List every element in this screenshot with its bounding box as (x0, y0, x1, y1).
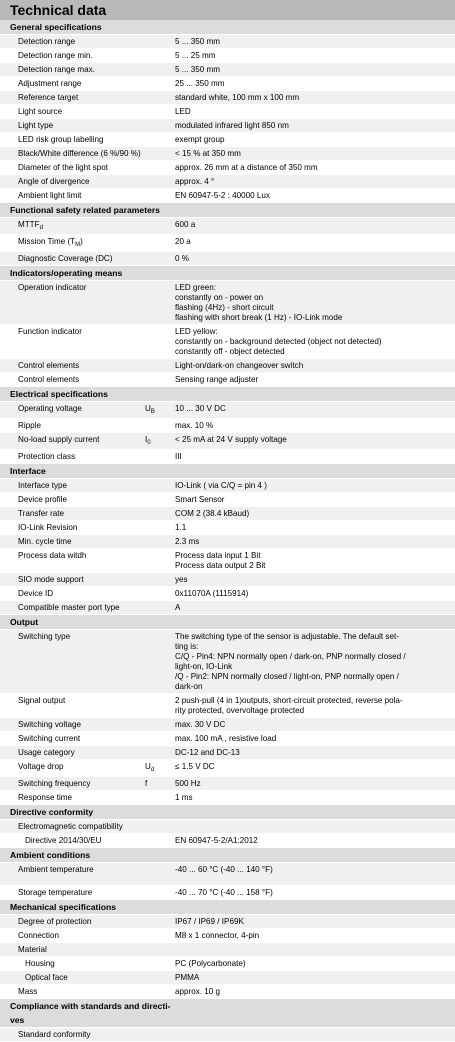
spec-symbol (145, 734, 175, 744)
spec-row (0, 915, 455, 929)
spec-row (0, 281, 455, 325)
spec-label: Diagnostic Coverage (DC) (18, 254, 113, 263)
spec-row (0, 325, 455, 359)
spec-label: Switching type (18, 632, 71, 641)
spec-symbol (145, 107, 175, 117)
spec-label: Switching voltage (18, 720, 81, 729)
spec-symbol (145, 51, 175, 61)
spec-row (0, 235, 455, 252)
spec-value: 0 % (175, 254, 189, 263)
spec-symbol (145, 65, 175, 75)
spec-symbol (145, 537, 175, 547)
spec-value: Light-on/dark-on changeover switch (175, 361, 304, 370)
spec-value: 0x11070A (1115914) (175, 589, 249, 598)
section-header-general: General specifications (0, 20, 455, 35)
spec-symbol (145, 793, 175, 803)
spec-row (0, 147, 455, 161)
spec-symbol (145, 931, 175, 941)
spec-value: 600 a (175, 220, 196, 229)
spec-symbol (145, 632, 175, 692)
spec-symbol (145, 509, 175, 519)
spec-symbol (145, 237, 175, 250)
spec-symbol (145, 37, 175, 47)
spec-value: 1 ms (175, 793, 193, 802)
spec-row (0, 886, 455, 900)
spec-value: PMMA (175, 973, 200, 982)
spec-label: Detection range min. (18, 51, 93, 60)
spec-label: Standard conformity (18, 1030, 91, 1039)
spec-label: SIO mode support (18, 575, 84, 584)
section-header-directive: Directive conformity (0, 805, 455, 820)
spec-value: 1.1 (175, 523, 187, 532)
spec-symbol: $I_0$ (145, 435, 151, 446)
spec-row (0, 133, 455, 147)
spec-symbol (145, 987, 175, 997)
spec-symbol (145, 327, 175, 357)
spec-value: EN 60947-5-2 : 40000 Lux (175, 191, 270, 200)
spec-label: Diameter of the light spot (18, 163, 108, 172)
spec-symbol (145, 149, 175, 159)
spec-symbol (145, 836, 175, 846)
spec-symbol (145, 283, 175, 323)
spec-row (0, 419, 455, 433)
spec-value: 5 ... 350 mm (175, 37, 220, 46)
spec-row (0, 777, 455, 791)
spec-symbol (145, 523, 175, 533)
section-header-indicators: Indicators/operating means (0, 266, 455, 281)
spec-label: Ambient light limit (18, 191, 82, 200)
section-header-compliance: Compliance with standards and directi- ves (0, 999, 455, 1028)
spec-row (0, 105, 455, 119)
spec-symbol (145, 696, 175, 716)
spec-symbol (145, 575, 175, 585)
spec-row (0, 573, 455, 587)
spec-symbol (145, 220, 175, 233)
spec-label: Mission Time $(T_M)$ (18, 237, 83, 248)
spec-label: Black/White difference (6 %/90 %) (18, 149, 141, 158)
spec-row (0, 479, 455, 493)
spec-label: Connection (18, 931, 59, 940)
spec-value: 2 push-pull (4 in 1)outputs, short-circuit protected, reverse pola- rity protected, overvoltage protected (175, 696, 403, 715)
spec-label: Adjustment range (18, 79, 82, 88)
spec-value: -40 ... 70 °C (-40 ... 158 °F) (175, 888, 273, 897)
spec-label: IO-Link Revision (18, 523, 78, 532)
spec-value: 20 a (175, 237, 191, 246)
spec-symbol (145, 865, 175, 875)
spec-value: < 15 % at 350 mm (175, 149, 241, 158)
section-header-interface: Interface (0, 464, 455, 479)
spec-symbol (145, 361, 175, 371)
spec-symbol (145, 79, 175, 89)
section-header-output: Output (0, 615, 455, 630)
spec-value: max. 100 mA , resistive load (175, 734, 277, 743)
spec-row (0, 189, 455, 203)
spec-symbol (145, 121, 175, 131)
spec-table (0, 20, 455, 1042)
spec-row (0, 119, 455, 133)
spec-label: Detection range (18, 37, 76, 46)
spec-row (0, 943, 455, 957)
spec-label: Device profile (18, 495, 68, 504)
spec-label: $MTTF_d$ (18, 220, 43, 231)
spec-symbol: $U_d$ (145, 762, 155, 773)
spec-label: Ambient temperature (18, 865, 94, 874)
spec-row (0, 863, 455, 886)
spec-value: exempt group (175, 135, 225, 144)
spec-value: approx. 26 mm at a distance of 350 mm (175, 163, 318, 172)
spec-row (0, 77, 455, 91)
spec-row (0, 450, 455, 464)
spec-label: Protection class (18, 452, 76, 461)
spec-symbol (145, 452, 175, 462)
spec-symbol (145, 748, 175, 758)
spec-label: Voltage drop (18, 762, 64, 771)
spec-row (0, 820, 455, 834)
spec-row (0, 35, 455, 49)
spec-label: Reference target (18, 93, 79, 102)
spec-label: Control elements (18, 375, 80, 384)
spec-label: Ripple (18, 421, 41, 430)
spec-symbol (145, 888, 175, 898)
spec-symbol (145, 973, 175, 983)
spec-row (0, 359, 455, 373)
spec-value: yes (175, 575, 188, 584)
spec-symbol (145, 1030, 175, 1040)
spec-label: Light source (18, 107, 63, 116)
spec-row (0, 161, 455, 175)
spec-value: approx. 4 ° (175, 177, 215, 186)
spec-value: max. 30 V DC (175, 720, 226, 729)
spec-row (0, 507, 455, 521)
spec-symbol (145, 959, 175, 969)
spec-label: LED risk group labelling (18, 135, 104, 144)
spec-row (0, 549, 455, 573)
spec-value: -40 ... 60 °C (-40 ... 140 °F) (175, 865, 273, 874)
spec-value: IP67 / IP69 / IP69K (175, 917, 244, 926)
spec-label: Switching current (18, 734, 81, 743)
spec-row (0, 718, 455, 732)
spec-symbol (145, 177, 175, 187)
spec-symbol: $U_B$ (145, 404, 155, 415)
spec-row (0, 929, 455, 943)
spec-symbol (145, 135, 175, 145)
spec-row (0, 971, 455, 985)
spec-label: Control elements (18, 361, 80, 370)
section-header-ambient: Ambient conditions (0, 848, 455, 863)
spec-value: 5 ... 350 mm (175, 65, 220, 74)
spec-row (0, 493, 455, 507)
spec-row (0, 746, 455, 760)
spec-symbol (145, 822, 175, 832)
spec-label: Switching frequency (18, 779, 91, 788)
spec-symbol (145, 945, 175, 955)
spec-label: No-load supply current (18, 435, 100, 444)
spec-label: Detection range max. (18, 65, 95, 74)
spec-label: Directive 2014/30/EU (25, 836, 102, 845)
spec-row (0, 587, 455, 601)
spec-symbol (145, 603, 175, 613)
spec-symbol: f (145, 779, 148, 788)
spec-row (0, 791, 455, 805)
spec-label: Electromagnetic compatibility (18, 822, 123, 831)
section-header-electrical: Electrical specifications (0, 387, 455, 402)
spec-value: Smart Sensor (175, 495, 225, 504)
spec-value: standard white, 100 mm x 100 mm (175, 93, 300, 102)
spec-symbol (145, 481, 175, 491)
spec-value: 2.3 ms (175, 537, 200, 546)
spec-row (0, 601, 455, 615)
spec-value: M8 x 1 connector, 4-pin (175, 931, 260, 940)
spec-value: The switching type of the sensor is adjustable. The default set- ting is: C/Q - Pin4: NPN normally open / dark-on, PNP normally closed / light-on, IO-Link /Q - Pin2: NPN normally closed / light-on, PNP normally open / dark-on (175, 632, 406, 691)
spec-row (0, 1028, 455, 1042)
spec-value (175, 945, 455, 955)
spec-label: Mass (18, 987, 38, 996)
spec-symbol (145, 191, 175, 201)
spec-row (0, 49, 455, 63)
spec-row (0, 985, 455, 999)
spec-value: ≤ 1.5 V DC (175, 762, 215, 771)
spec-value: 5 ... 25 mm (175, 51, 216, 60)
spec-value: III (175, 452, 182, 461)
spec-value: modulated infrared light 850 nm (175, 121, 289, 130)
spec-symbol (145, 163, 175, 173)
spec-symbol (145, 421, 175, 431)
spec-label: Degree of protection (18, 917, 92, 926)
spec-label: Housing (25, 959, 55, 968)
spec-symbol (145, 495, 175, 505)
spec-value: COM 2 (38.4 kBaud) (175, 509, 250, 518)
spec-label: Signal output (18, 696, 66, 705)
spec-row (0, 834, 455, 848)
spec-value: EN 60947-5-2/A1:2012 (175, 836, 258, 845)
spec-row (0, 694, 455, 718)
spec-value: A (175, 603, 181, 612)
spec-symbol (145, 917, 175, 927)
spec-value: DC-12 and DC-13 (175, 748, 240, 757)
spec-value: LED yellow: constantly on - background detected (object not detected) constantly off - object detected (175, 327, 382, 356)
spec-value (175, 1030, 455, 1040)
spec-label: Optical face (25, 973, 68, 982)
spec-value: approx. 10 g (175, 987, 220, 996)
spec-value: PC (Polycarbonate) (175, 959, 246, 968)
spec-label: Usage category (18, 748, 75, 757)
spec-row (0, 402, 455, 419)
spec-label: Function indicator (18, 327, 82, 336)
spec-label: Storage temperature (18, 888, 93, 897)
spec-value: < 25 mA at 24 V supply voltage (175, 435, 287, 444)
spec-value: 500 Hz (175, 779, 201, 788)
spec-value: IO-Link ( via C/Q = pin 4 ) (175, 481, 267, 490)
spec-symbol (145, 375, 175, 385)
spec-symbol (145, 720, 175, 730)
spec-label: Transfer rate (18, 509, 65, 518)
spec-row (0, 91, 455, 105)
spec-symbol (145, 254, 175, 264)
spec-label: Device ID (18, 589, 54, 598)
spec-label: Response time (18, 793, 72, 802)
spec-label: Material (18, 945, 47, 954)
spec-symbol (145, 589, 175, 599)
spec-symbol (145, 93, 175, 103)
spec-row (0, 63, 455, 77)
spec-value: 25 ... 350 mm (175, 79, 225, 88)
spec-row (0, 252, 455, 266)
spec-value (175, 822, 455, 832)
spec-row (0, 433, 455, 450)
spec-label: Operating voltage (18, 404, 82, 413)
spec-value: LED (175, 107, 191, 116)
spec-label: Process data witdh (18, 551, 87, 560)
section-header-mechanical: Mechanical specifications (0, 900, 455, 915)
spec-row (0, 521, 455, 535)
spec-label: Angle of divergence (18, 177, 90, 186)
spec-row (0, 630, 455, 694)
spec-value: LED green: constantly on - power on flashing (4Hz) - short circuit flashing with short break (1 Hz) - IO-Link mode (175, 283, 343, 322)
spec-value: 10 ... 30 V DC (175, 404, 226, 413)
page-title: Technical data (0, 0, 455, 20)
spec-value: Sensing range adjuster (175, 375, 259, 384)
spec-row (0, 218, 455, 235)
spec-row (0, 373, 455, 387)
spec-label: Interface type (18, 481, 68, 490)
spec-value: Process data input 1 Bit Process data output 2 Bit (175, 551, 266, 570)
spec-row (0, 175, 455, 189)
spec-row (0, 760, 455, 777)
spec-symbol (145, 551, 175, 571)
spec-row (0, 535, 455, 549)
spec-value: max. 10 % (175, 421, 214, 430)
section-header-safety: Functional safety related parameters (0, 203, 455, 218)
spec-label: Operation indicator (18, 283, 87, 292)
spec-label: Light type (18, 121, 54, 130)
spec-row (0, 732, 455, 746)
spec-row (0, 957, 455, 971)
spec-label: Min. cycle time (18, 537, 72, 546)
spec-label: Compatible master port type (18, 603, 120, 612)
